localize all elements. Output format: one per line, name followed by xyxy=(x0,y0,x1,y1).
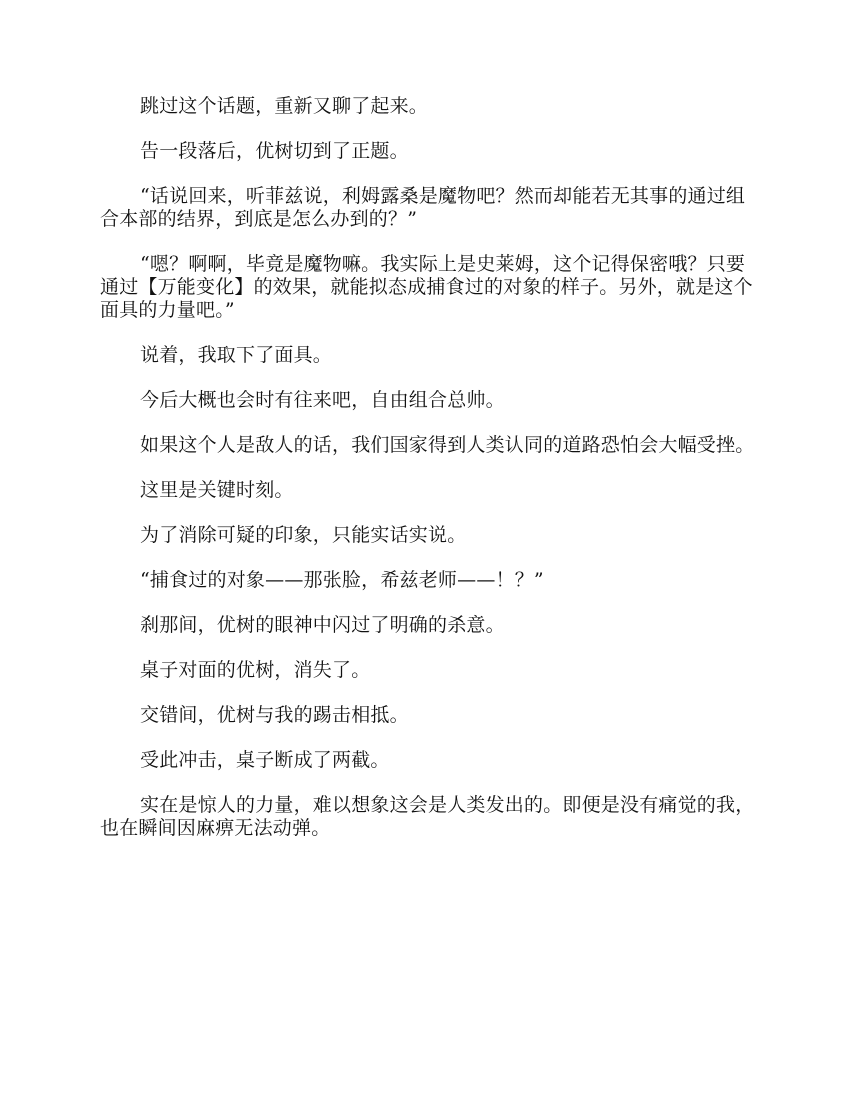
paragraph: 为了消除可疑的印象，只能实话实说。 xyxy=(140,524,467,546)
paragraph: 跳过这个话题，重新又聊了起来。 xyxy=(140,95,429,117)
paragraph: “嗯？啊啊，毕竟是魔物嘛。我实际上是史莱姆，这个记得保密哦？只要通过【万能变化】的效果，就能拟态成捕食过的对象的样子。另外，就是这个面具的力量吧。” xyxy=(100,253,753,321)
paragraph: 说着，我取下了面具。 xyxy=(140,344,333,366)
paragraph: “捕食过的对象——那张脸，希兹老师——！？” xyxy=(140,569,544,591)
paragraph: 告一段落后，优树切到了正题。 xyxy=(140,140,409,162)
paragraph: “话说回来，听菲兹说，利姆露桑是魔物吧？然而却能若无其事的通过组合本部的结界，到底是怎么办到的？” xyxy=(100,185,746,230)
document-page xyxy=(100,95,760,840)
paragraph: 刹那间，优树的眼神中闪过了明确的杀意。 xyxy=(140,614,505,636)
paragraph: 这里是关键时刻。 xyxy=(140,479,294,501)
paragraph: 实在是惊人的力量，难以想象这会是人类发出的。即便是没有痛觉的我，也在瞬间因麻痹无法动弹。 xyxy=(100,794,755,839)
paragraph: 今后大概也会时有往来吧，自由组合总帅。 xyxy=(140,389,505,411)
paragraph: 交错间，优树与我的踢击相抵。 xyxy=(140,704,409,726)
paragraph: 桌子对面的优树，消失了。 xyxy=(140,659,371,681)
paragraph: 受此冲击，桌子断成了两截。 xyxy=(140,749,390,771)
paragraph: 如果这个人是敌人的话，我们国家得到人类认同的道路恐怕会大幅受挫。 xyxy=(140,434,755,456)
